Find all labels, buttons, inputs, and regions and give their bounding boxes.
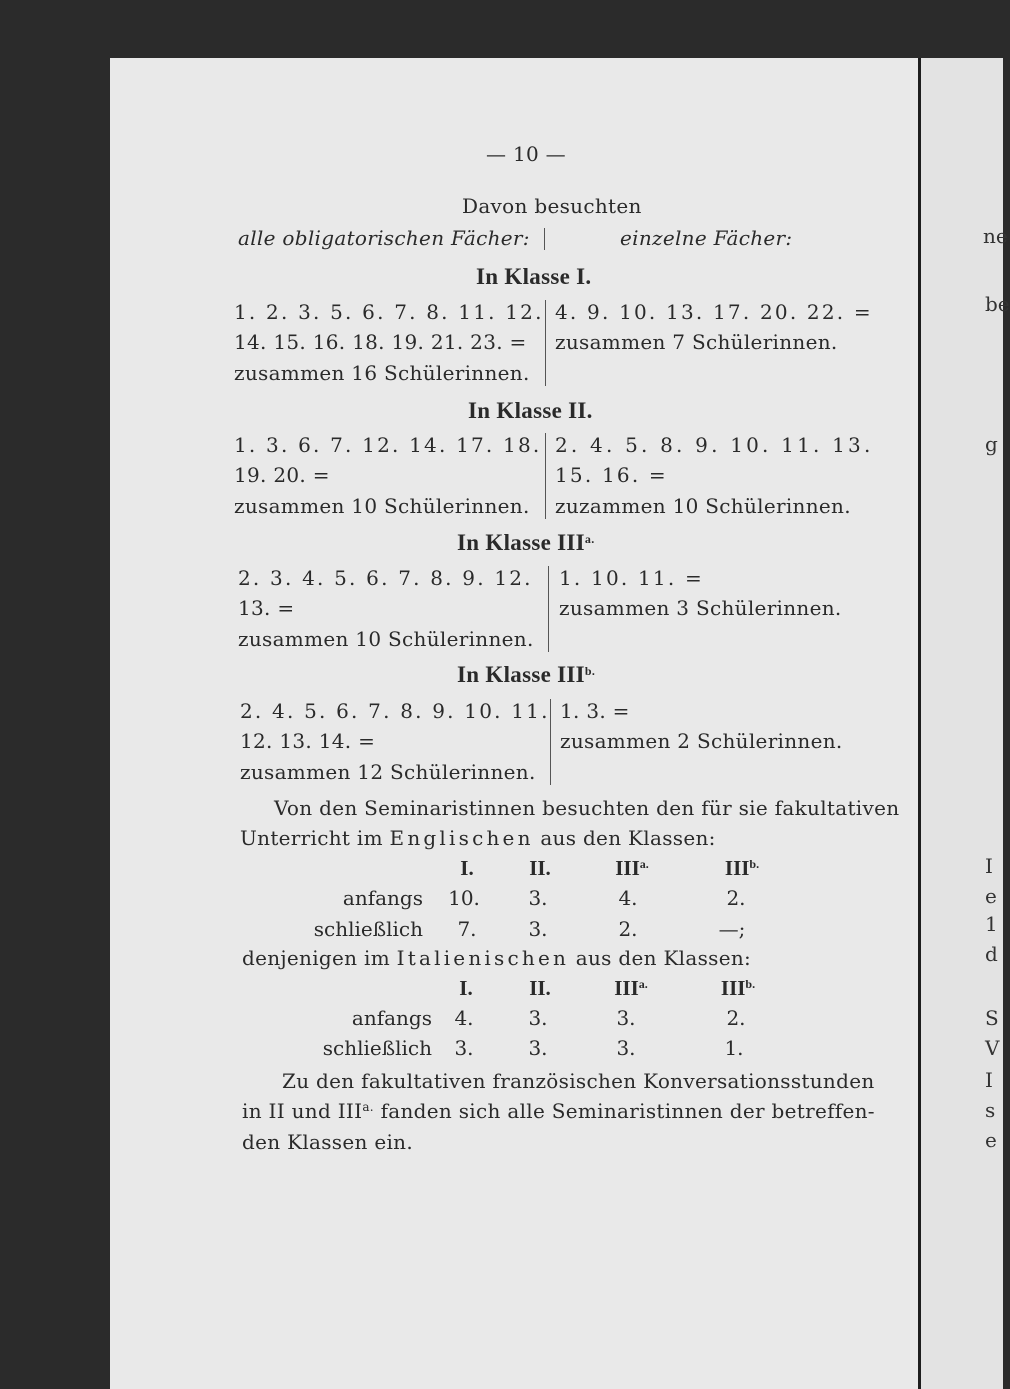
class-1-right-line-1: 4. 9. 10. 13. 17. 20. 22. = bbox=[555, 300, 873, 324]
class-heading-3b-text: In Klasse III bbox=[457, 662, 585, 687]
italian-header-3-sup: a. bbox=[638, 977, 648, 991]
english-intro-text-c: aus den Klassen: bbox=[533, 826, 716, 850]
class-2-left-line-3: zusammen 10 Schülerinnen. bbox=[234, 494, 530, 518]
next-page-fragment: e bbox=[985, 1128, 997, 1152]
next-page-fragment: 1 bbox=[985, 912, 998, 936]
english-cell: 2. bbox=[726, 886, 746, 910]
english-header-4-sup: b. bbox=[749, 857, 760, 871]
italian-intro-emphasis: Italienischen bbox=[396, 946, 570, 970]
english-cell: 3. bbox=[528, 917, 548, 941]
italian-header-4-text: III bbox=[720, 976, 746, 1000]
english-header-3-sup: a. bbox=[639, 857, 649, 871]
italian-intro bbox=[242, 946, 751, 970]
class-3a-left-line-1: 2. 3. 4. 5. 6. 7. 8. 9. 12. bbox=[238, 566, 533, 590]
italian-cell: 2. bbox=[726, 1006, 746, 1030]
italian-intro-text-a: denjenigen im bbox=[242, 946, 397, 970]
italian-header-1: I. bbox=[459, 976, 473, 1000]
french-para-text-a: in II und III bbox=[242, 1099, 363, 1123]
italian-header-2: II. bbox=[529, 976, 551, 1000]
english-header-3 bbox=[602, 856, 662, 881]
next-page-fragment: be bbox=[985, 292, 1010, 316]
italian-header-3-text: III bbox=[614, 976, 639, 1000]
class-2-left-line-1: 1. 3. 6. 7. 12. 14. 17. 18. bbox=[234, 433, 542, 457]
class-1-left-line-2: 14. 15. 16. 18. 19. 21. 23. = bbox=[234, 330, 527, 354]
italian-row-label-2: schließlich bbox=[322, 1036, 432, 1060]
english-intro-line-1: Von den Seminaristinnen besuchten den für sie fakultativen bbox=[274, 796, 900, 820]
class-heading-1: In Klasse I. bbox=[476, 264, 592, 289]
column-heading-left: alle obligatorischen Fächer: bbox=[238, 226, 530, 250]
english-header-4-text: III bbox=[724, 856, 750, 880]
class-2-left-line-2: 19. 20. = bbox=[234, 463, 330, 487]
english-intro-emphasis: Englischen bbox=[389, 826, 534, 850]
intro-text: Davon besuchten bbox=[462, 194, 642, 218]
class-1-left-line-1: 1. 2. 3. 5. 6. 7. 8. 11. 12. bbox=[234, 300, 544, 324]
class-heading-3b-sup: b. bbox=[584, 664, 596, 678]
class-1-left-line-3: zusammen 16 Schülerinnen. bbox=[234, 361, 530, 385]
column-divider bbox=[548, 566, 549, 652]
class-heading-3a-sup: a. bbox=[584, 532, 595, 546]
english-cell: 2. bbox=[618, 917, 638, 941]
english-header-4 bbox=[712, 856, 772, 881]
english-cell: 4. bbox=[618, 886, 638, 910]
class-3a-left-line-2: 13. = bbox=[238, 596, 295, 620]
class-heading-3b bbox=[457, 662, 595, 688]
class-1-right-line-2: zusammen 7 Schülerinnen. bbox=[555, 330, 838, 354]
class-3b-left-line-3: zusammen 12 Schülerinnen. bbox=[240, 760, 536, 784]
italian-header-3 bbox=[601, 976, 661, 1001]
italian-cell: 3. bbox=[454, 1036, 474, 1060]
french-para-text-b: fanden sich alle Seminaristinnen der betreffen- bbox=[373, 1099, 875, 1123]
english-row-label-2: schließlich bbox=[313, 917, 423, 941]
italian-cell: 1. bbox=[724, 1036, 744, 1060]
italian-cell: 3. bbox=[528, 1006, 548, 1030]
book-page bbox=[110, 58, 918, 1389]
next-page-fragment: ne bbox=[983, 224, 1008, 248]
english-cell: 3. bbox=[528, 886, 548, 910]
french-para-line-2 bbox=[242, 1099, 875, 1123]
italian-cell: 3. bbox=[528, 1036, 548, 1060]
english-cell: 10. bbox=[448, 886, 480, 910]
class-3b-left-line-2: 12. 13. 14. = bbox=[240, 729, 376, 753]
class-3b-right-line-2: zusammen 2 Schülerinnen. bbox=[560, 729, 843, 753]
column-divider bbox=[550, 699, 551, 785]
next-page-fragment: I bbox=[985, 854, 993, 878]
italian-header-4 bbox=[708, 976, 768, 1001]
class-3a-right-line-2: zusammen 3 Schülerinnen. bbox=[559, 596, 842, 620]
column-divider bbox=[545, 433, 546, 519]
italian-cell: 3. bbox=[616, 1036, 636, 1060]
english-header-1: I. bbox=[460, 856, 474, 880]
class-heading-2: In Klasse II. bbox=[468, 398, 593, 423]
column-divider bbox=[545, 300, 546, 386]
class-3b-left-line-1: 2. 4. 5. 6. 7. 8. 9. 10. 11. bbox=[240, 699, 550, 723]
class-2-right-line-3: zuzammen 10 Schülerinnen. bbox=[555, 494, 851, 518]
class-3b-right-line-1: 1. 3. = bbox=[560, 699, 630, 723]
next-page-fragment: S bbox=[985, 1006, 999, 1030]
column-heading-right: einzelne Fächer: bbox=[620, 226, 793, 250]
class-heading-3a bbox=[457, 530, 595, 556]
english-row-label-1: anfangs bbox=[342, 886, 423, 910]
next-page-fragment: I bbox=[985, 1068, 993, 1092]
class-3a-right-line-1: 1. 10. 11. = bbox=[559, 566, 704, 590]
next-page-fragment: d bbox=[985, 942, 998, 966]
italian-cell: 4. bbox=[454, 1006, 474, 1030]
french-para-line-1: Zu den fakultativen französischen Konversationsstunden bbox=[282, 1069, 875, 1093]
class-heading-3a-text: In Klasse III bbox=[457, 530, 585, 555]
class-2-right-line-1: 2. 4. 5. 8. 9. 10. 11. 13. bbox=[555, 433, 874, 457]
english-header-2: II. bbox=[529, 856, 551, 880]
italian-header-4-sup: b. bbox=[745, 977, 756, 991]
next-page-fragment: s bbox=[985, 1098, 996, 1122]
french-para-sup: a. bbox=[362, 1100, 374, 1114]
next-page-fragment: g bbox=[985, 432, 998, 456]
italian-intro-text-c: aus den Klassen: bbox=[569, 946, 752, 970]
english-intro-line-2 bbox=[240, 826, 716, 850]
next-page-edge bbox=[918, 58, 1010, 1389]
next-page-fragment: V bbox=[985, 1036, 1000, 1060]
next-page-fragment: e bbox=[985, 884, 997, 908]
english-cell: 7. bbox=[457, 917, 477, 941]
class-3a-left-line-3: zusammen 10 Schülerinnen. bbox=[238, 627, 534, 651]
italian-cell: 3. bbox=[616, 1006, 636, 1030]
column-divider bbox=[544, 228, 545, 250]
class-2-right-line-2: 15. 16. = bbox=[555, 463, 668, 487]
english-header-3-text: III bbox=[615, 856, 640, 880]
english-intro-text-a: Unterricht im bbox=[240, 826, 390, 850]
french-para-line-3: den Klassen ein. bbox=[242, 1130, 414, 1154]
italian-row-label-1: anfangs bbox=[351, 1006, 432, 1030]
english-cell: —; bbox=[718, 917, 746, 941]
page-number: — 10 — bbox=[486, 142, 566, 166]
